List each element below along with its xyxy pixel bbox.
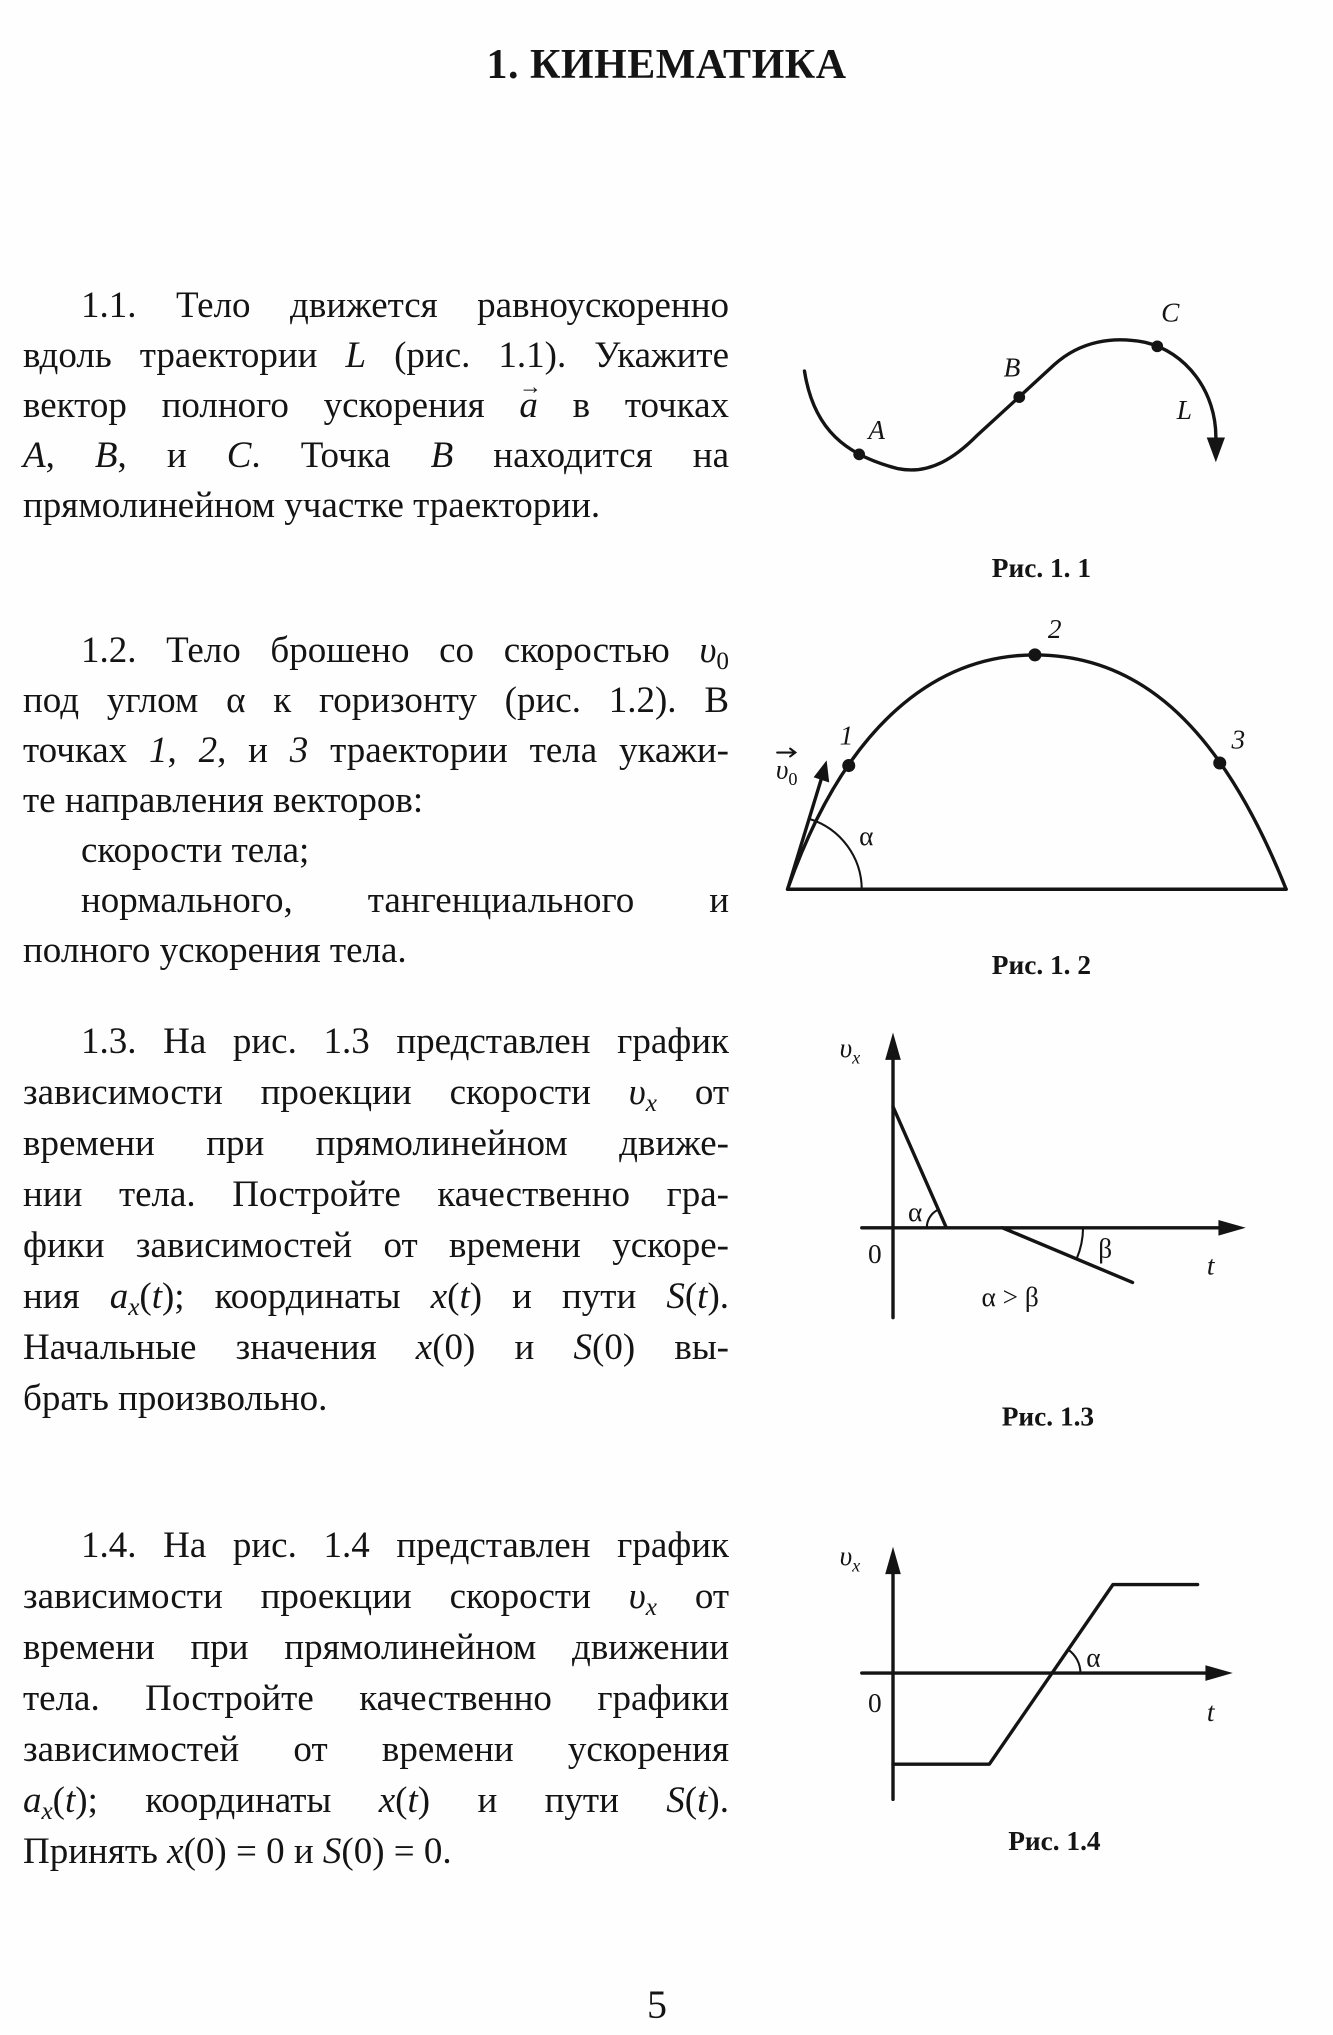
projectile-trajectory [788,655,1287,889]
beta-angle-arc [1077,1228,1084,1259]
label-origin: 0 [867,1238,882,1269]
italic-symbol: t [151,1276,162,1317]
text-run: траектории тела укажи- [308,730,729,771]
text-run: от [656,1072,729,1113]
figure-1-1 [804,298,1224,583]
label-angle-relation: α > β [981,1281,1039,1312]
figure-1-3 [840,1032,1246,1431]
text-run: полного ускорения тела. [23,930,407,971]
label-point-c: C [1161,297,1180,328]
italic-symbol: S [573,1327,593,1368]
text-run: (0) и [432,1327,574,1368]
italic-symbol: A [23,435,46,476]
text-run: Принять [23,1831,168,1872]
text-run: времени при прямолинейном движе- [23,1123,729,1164]
alpha-angle-arc [1068,1650,1080,1673]
label-angle-alpha: α [907,1197,923,1228]
text-run: нормального, тангенциального и [81,880,729,921]
text-run: , и [217,730,290,771]
point-3-marker [1213,756,1226,769]
chapter-title: 1. КИНЕМАТИКА [486,42,847,88]
italic-symbol: 2 [198,730,218,771]
text-run: ( [447,1276,460,1317]
text-run: скорости тела; [81,830,310,871]
italic-symbol: υ [699,630,717,671]
text-run: брать произвольно. [23,1378,328,1419]
text-run: (0) = 0. [341,1831,452,1872]
axis-velocity-subscript: x [852,1555,861,1576]
italic-subscript: x [645,1594,657,1622]
italic-symbol: S [322,1831,342,1872]
velocity-arrowhead [814,760,830,782]
text-run: ( [139,1276,152,1317]
label-point-a: A [868,414,885,445]
text-run: ) и пути [417,1780,667,1821]
text-run: нии тела. Постройте качественно гра- [23,1174,729,1215]
text-run: ( [395,1780,408,1821]
velocity-axis-arrow [885,1547,901,1574]
label-point-2: 2 [1047,613,1062,644]
point-b-marker [1013,391,1025,403]
italic-symbol: t [407,1780,418,1821]
label-point-b: B [1003,352,1021,383]
figure-1-2 [776,614,1286,980]
italic-symbol: a [109,1276,129,1317]
text-run: вектор полного ускорения [23,385,520,426]
alpha-angle-arc [927,1210,939,1228]
italic-symbol: B [94,435,118,476]
italic-symbol: B [430,435,454,476]
italic-symbol: x [378,1780,396,1821]
label-origin: 0 [867,1688,882,1719]
vector-symbol: a → [519,387,538,424]
figure-caption-1-3: Рис. 1.3 [1001,1401,1095,1432]
text-run: 1.1. Тело движется равноускоренно [81,285,729,326]
text-run: , [167,730,199,771]
italic-symbol: υ [628,1072,646,1113]
text-run: вдоль траектории [23,335,346,376]
label-angle-beta: β [1098,1233,1113,1264]
text-run: зависимостей от времени ускорения [23,1729,729,1770]
text-run: Начальные значения [23,1327,416,1368]
text-run: ); координаты [161,1276,431,1317]
label-curve-l: L [1176,395,1192,426]
text-run: от [656,1576,729,1617]
text-run: зависимости проекции скорости [23,1072,629,1113]
text-run: времени при прямолинейном движении [23,1627,729,1668]
italic-symbol: t [65,1780,76,1821]
text-run: зависимости проекции скорости [23,1576,629,1617]
label-axis-t: t [1206,1697,1215,1728]
italic-subscript: x [41,1798,53,1826]
velocity-symbol: υ [775,754,789,785]
graph-segment-2 [1002,1228,1132,1283]
text-run: 1.2. Тело брошено со скоростью [81,630,700,671]
text-run: . Точка [251,435,431,476]
page-number: 5 [647,1982,667,2027]
label-velocity-v0 [776,755,798,790]
italic-symbol: L [345,335,367,376]
text-run: тела. Постройте качественно графики [23,1678,729,1719]
velocity-axis-arrow [885,1032,901,1059]
italic-symbol: S [666,1276,685,1317]
time-axis-arrow [1205,1665,1232,1681]
axis-velocity-subscript: x [852,1047,861,1068]
text-run: под углом α к горизонту (рис. 1.2). В [23,680,729,721]
text-run: ( [684,1276,698,1317]
italic-symbol: 3 [289,730,309,771]
point-2-marker [1028,648,1041,661]
label-axis-vx [840,1541,861,1576]
velocity-subscript: 0 [788,769,798,790]
label-axis-t: t [1206,1250,1215,1281]
italic-symbol: t [697,1276,708,1317]
italic-symbol: x [430,1276,448,1317]
text-run: 1.3. На рис. 1.3 представлен график [81,1021,729,1062]
italic-symbol: t [459,1276,470,1317]
time-axis-arrow [1218,1220,1245,1236]
italic-subscript: x [128,1294,140,1322]
italic-subscript: x [645,1090,657,1118]
trajectory-direction-arrow [1207,437,1225,462]
text-run: , [45,435,95,476]
italic-symbol: a [23,1780,42,1821]
text-run: 1.4. На рис. 1.4 представлен график [81,1525,729,1566]
figure-1-4 [840,1541,1233,1856]
text-run: те направления векторов: [23,780,424,821]
text-run: фики зависимостей от времени ускоре- [23,1225,729,1266]
label-angle-alpha: α [859,820,874,851]
text-run: ). [707,1276,730,1317]
text-run: в точках [537,385,729,426]
label-axis-vx [840,1033,861,1068]
point-c-marker [1151,340,1163,352]
text-run: ( [684,1780,698,1821]
point-1-marker [842,759,855,772]
italic-symbol: S [666,1780,685,1821]
italic-symbol: 1 [149,730,168,771]
text-run: , и [117,435,227,476]
italic-symbol: C [226,435,252,476]
italic-symbol: x [415,1327,433,1368]
text-run: (0) = 0 и [183,1831,323,1872]
initial-velocity-vector [788,779,822,890]
text-run: ( [52,1780,65,1821]
launch-angle-arc [810,819,862,889]
axis-velocity-symbol: υ [839,1540,853,1571]
axis-velocity-symbol: υ [839,1033,853,1064]
italic-symbol: x [167,1831,184,1872]
figure-caption-1-2: Рис. 1. 2 [991,949,1092,980]
italic-symbol: υ [628,1576,646,1617]
text-run: ния [23,1276,110,1317]
text-run: ). [707,1780,729,1821]
text-run: прямолинейном участке траектории. [23,485,601,526]
label-point-3: 3 [1231,724,1246,755]
text-run: ); координаты [75,1780,379,1821]
subscript: 0 [716,648,729,676]
label-point-1: 1 [839,720,854,751]
figure-caption-1-1: Рис. 1. 1 [991,552,1092,583]
point-a-marker [853,449,865,461]
label-angle-alpha: α [1086,1642,1101,1673]
text-run: (рис. 1.1). Укажите [366,335,729,376]
text-run: находится на [453,435,729,476]
italic-symbol: t [697,1780,708,1821]
figure-caption-1-4: Рис. 1.4 [1008,1826,1101,1857]
text-run: точках [23,730,149,771]
text-run: (0) вы- [592,1327,729,1368]
text-run: ) и пути [469,1276,667,1317]
